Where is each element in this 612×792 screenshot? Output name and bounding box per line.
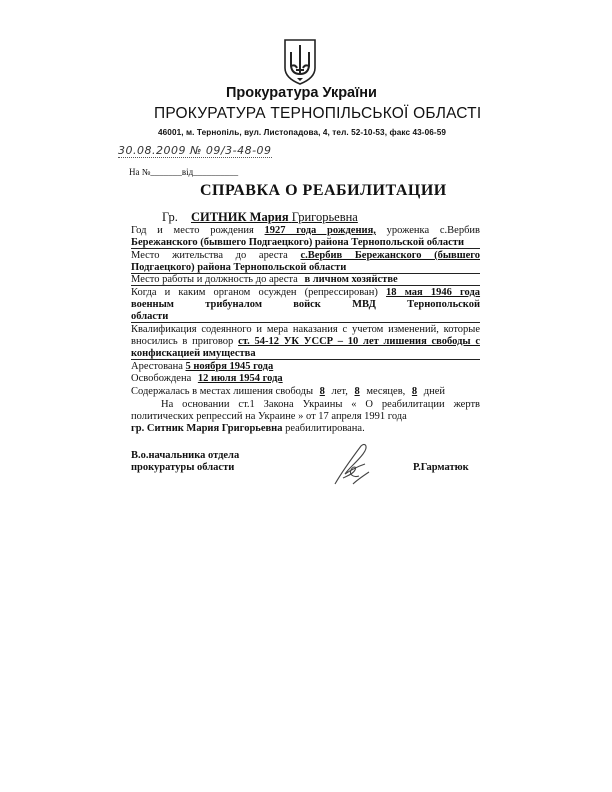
custody-years: 8 bbox=[319, 386, 325, 397]
arrested-value: 5 ноября 1945 года bbox=[185, 361, 274, 372]
court-line-2: военным трибуналом войск МВД Тернопольской bbox=[131, 299, 480, 310]
custody-months-unit: месяцев, bbox=[366, 386, 406, 397]
handwritten-date-number: 30.08.2009 № 09/3-48-09 bbox=[118, 144, 272, 157]
trident-icon bbox=[283, 38, 317, 86]
released-line bbox=[131, 373, 480, 384]
residence-line-2: Подгаецкого) района Тернопольской области bbox=[131, 262, 480, 274]
org-line-1: Прокуратура України bbox=[226, 85, 377, 101]
residence-line-1 bbox=[131, 250, 480, 261]
court-line-1 bbox=[131, 287, 480, 298]
rehabilitated-text: реабилитирована. bbox=[285, 423, 365, 434]
signer-name: Р.Гарматюк bbox=[413, 462, 469, 473]
reply-blank-line: На №_______від__________ bbox=[129, 167, 239, 177]
person-name-rest: Григорьевна bbox=[291, 210, 358, 224]
work-value: в личном хозяйстве bbox=[304, 274, 398, 285]
custody-days: 8 bbox=[411, 386, 418, 397]
custody-line bbox=[131, 386, 480, 397]
qualification-line-2 bbox=[131, 336, 480, 347]
qualification-line-1: Квалификация содеянного и мера наказания с учетом изменений, которые bbox=[131, 324, 480, 335]
qualification-label: вносились в приговор bbox=[131, 336, 234, 347]
work-line bbox=[131, 274, 480, 286]
custody-years-unit: лет, bbox=[331, 386, 348, 397]
basis-line-1: На основании ст.1 Закона Украины « О реабилитации жертв bbox=[161, 399, 480, 410]
birth-year: 1927 года рождения, bbox=[264, 225, 376, 236]
released-label: Освобождена bbox=[131, 373, 192, 384]
work-label: Место работы и должность до ареста bbox=[131, 274, 298, 285]
rehabilitated-person: гр. Ситник Мария Григорьевна bbox=[131, 423, 283, 434]
arrested-line bbox=[131, 361, 480, 372]
residence-label: Место жительства до ареста bbox=[131, 250, 288, 261]
person-name bbox=[181, 210, 358, 224]
basis-line-2: политических репрессий на Украине » от 17 апреля 1991 года bbox=[131, 411, 407, 422]
court-date: 18 мая 1946 года bbox=[386, 287, 481, 298]
birth-label: Год и место рождения bbox=[131, 225, 254, 236]
position-line-2: прокуратуры области bbox=[131, 462, 235, 473]
birth-place-start: уроженка с.Вербив bbox=[386, 225, 480, 236]
birth-line-2: Бережанского (бывшего Подгаецкого) района Тернопольской области bbox=[131, 237, 480, 249]
residence-value: с.Вербив Бережанского (бывшего bbox=[300, 250, 481, 261]
person-prefix: Гр. bbox=[162, 210, 178, 224]
person-line bbox=[162, 210, 358, 225]
qualification-value: ст. 54-12 УК УССР – 10 лет лишения свободы с bbox=[238, 336, 480, 347]
basis-line-3 bbox=[131, 423, 480, 434]
document-title: СПРАВКА О РЕАБИЛИТАЦИИ bbox=[200, 182, 447, 199]
org-line-2: ПРОКУРАТУРА ТЕРНОПІЛЬСЬКОЇ ОБЛАСТІ bbox=[154, 105, 482, 122]
address-line: 46001, м. Тернопіль, вул. Листопадова, 4, тел. 52-10-53, факс 43-06-59 bbox=[158, 128, 447, 137]
birth-line-1 bbox=[131, 225, 480, 236]
qualification-line-3: конфискацией имущества bbox=[131, 348, 480, 360]
court-line-3: области bbox=[131, 311, 480, 323]
person-name-bold: СИТНИК Мария bbox=[190, 210, 289, 224]
handwritten-signature-icon bbox=[325, 440, 385, 490]
custody-label: Содержалась в местах лишения свободы bbox=[131, 386, 314, 397]
custody-months: 8 bbox=[354, 386, 360, 397]
position-line-1: В.о.начальника отдела bbox=[131, 450, 240, 461]
court-label: Когда и каким органом осужден (репрессирован) bbox=[131, 287, 378, 298]
custody-days-unit: дней bbox=[423, 386, 446, 397]
arrested-label: Арестована bbox=[131, 361, 183, 372]
released-value: 12 июля 1954 года bbox=[197, 373, 283, 384]
